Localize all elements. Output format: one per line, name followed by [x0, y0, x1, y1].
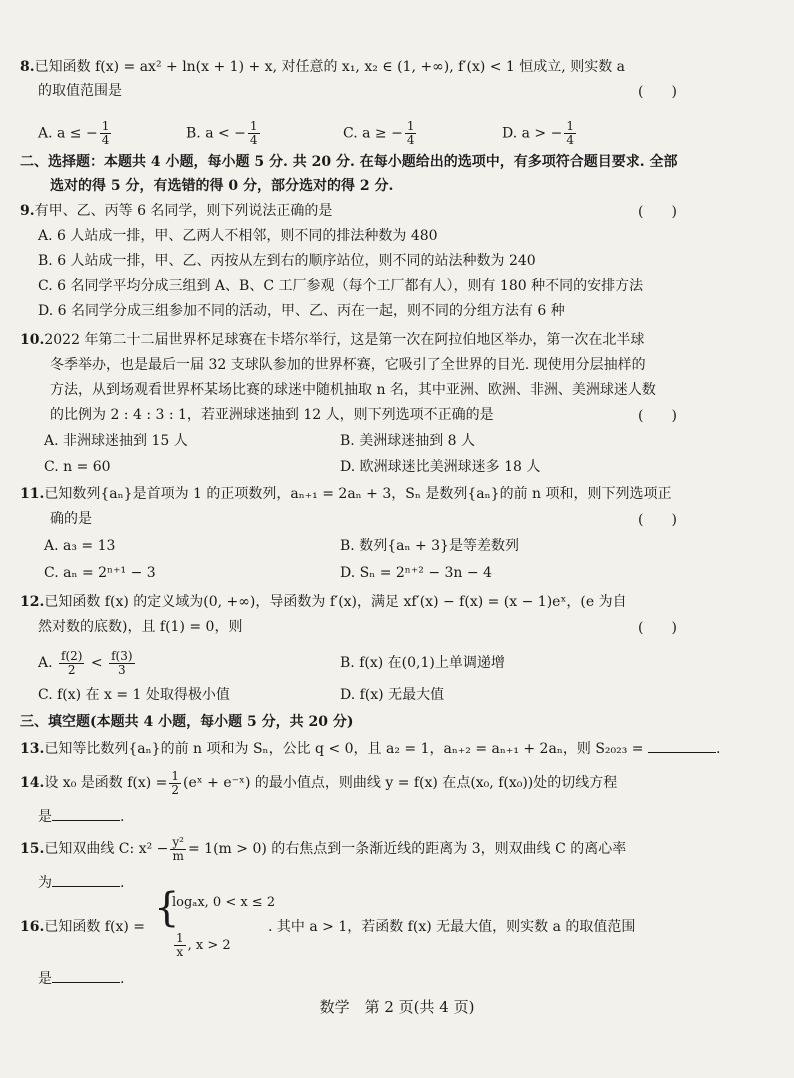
q14-end: . — [120, 809, 125, 825]
q15-answer-blank[interactable] — [52, 872, 120, 887]
q9-stem — [20, 201, 332, 221]
q12-line2: 然对数的底数)，且 f(1) = 0，则 — [38, 619, 243, 635]
q9-option-d[interactable]: D. 6 名同学分成三组参加不同的活动，甲、乙、丙在一起，则不同的分组方法有 6 种 — [38, 303, 565, 319]
q10-stem-1: 2022 年第二十二届世界杯足球赛在卡塔尔举行，这是第一次在阿拉伯地区举办，第一次在北半球 — [44, 332, 645, 348]
q13-end: . — [716, 741, 721, 757]
section2-instructions: 选对的得 5 分，有选错的得 0 分，部分选对的得 2 分. — [50, 178, 394, 194]
q8-option-c-label: C. a ≥ − — [343, 125, 403, 142]
page-footer: 数学 第 2 页(共 4 页) — [319, 998, 475, 1016]
frac-num: f(2) — [61, 648, 83, 663]
q9-option-a[interactable]: A. 6 人站成一排，甲、乙两人不相邻，则不同的排法种数为 480 — [38, 228, 438, 244]
q10-option-c[interactable]: C. n = 60 — [44, 459, 111, 475]
fraction — [564, 120, 576, 147]
q12-option-a[interactable] — [38, 648, 137, 678]
q8-line2: 的取值范围是 — [38, 83, 122, 99]
q8-option-a-label: A. a ≤ − — [38, 125, 98, 142]
q15-line2 — [38, 872, 124, 893]
q11-answer-paren: ( ) — [638, 512, 677, 528]
frac-den: x — [176, 945, 184, 959]
q10-answer-paren: ( ) — [638, 408, 677, 424]
q16-line2-text: 是 — [38, 971, 52, 987]
q10-line1 — [20, 330, 644, 350]
q9-option-c[interactable]: C. 6 名同学平均分成三组到 A、B、C 工厂参观（每个工厂都有人），则有 180 种不同的安排方法 — [38, 278, 644, 294]
frac-num: 1 — [171, 768, 180, 783]
q15-stem-pre: 已知双曲线 C: x² − — [44, 841, 169, 857]
frac-den: 2 — [171, 782, 180, 797]
q16-line2 — [38, 968, 124, 989]
q12-option-b[interactable]: B. f(x) 在(0,1)上单调递增 — [340, 655, 505, 671]
fraction — [169, 770, 181, 797]
frac-num: 1 — [566, 119, 574, 133]
q8-option-a[interactable] — [38, 120, 113, 147]
q16-number: 16. — [20, 919, 45, 935]
q16-case2 — [172, 932, 231, 959]
q12-number: 12. — [20, 594, 45, 610]
fraction — [59, 650, 84, 677]
piecewise-brace: { — [154, 885, 180, 931]
q15-line2-text: 为 — [38, 875, 52, 891]
q10-option-b[interactable]: B. 美洲球迷抽到 8 人 — [340, 433, 475, 449]
q14-line2 — [38, 806, 124, 827]
fraction — [248, 120, 260, 147]
q9-answer-paren: ( ) — [638, 204, 677, 220]
q8-stem: 已知函数 f(x) = ax² + ln(x + 1) + x, 对任意的 x₁, x₂ ∈ (1, +∞), f′(x) < 1 恒成立, 则实数 a — [34, 59, 625, 75]
q16-stem-pre: 已知函数 f(x) = — [44, 919, 145, 935]
q15-line1 — [20, 834, 626, 864]
q16-line1-start — [20, 917, 145, 937]
q14-stem-pre: 设 x₀ 是函数 f(x) = — [44, 775, 168, 791]
q16-end: . — [120, 971, 125, 987]
q10-option-a[interactable]: A. 非洲球迷抽到 15 人 — [44, 433, 188, 449]
fraction — [109, 650, 134, 677]
q15-number: 15. — [20, 841, 45, 857]
q11-option-c[interactable]: C. aₙ = 2ⁿ⁺¹ − 3 — [44, 565, 156, 581]
q16-answer-blank[interactable] — [52, 968, 120, 983]
q11-stem: 已知数列{aₙ}是首项为 1 的正项数列，aₙ₊₁ = 2aₙ + 3，Sₙ 是数列{aₙ}的前 n 项和，则下列选项正 — [44, 486, 672, 502]
q8-option-c[interactable] — [343, 120, 418, 147]
q10-line4: 的比例为 2 : 4 : 3 : 1，若亚洲球迷抽到 12 人，则下列选项不正确的是 — [50, 407, 494, 423]
q8-option-d-label: D. a > − — [502, 125, 563, 142]
q14-stem-post: (eˣ + e⁻ˣ) 的最小值点，则曲线 y = f(x) 在点(x₀, f(x₀))处的切线方程 — [183, 775, 618, 791]
q9-option-b[interactable]: B. 6 人站成一排，甲、乙、丙按从左到右的顺序站位，则不同的站法种数为 240 — [38, 253, 536, 269]
q8-option-b-label: B. a < − — [186, 125, 246, 142]
q14-answer-blank[interactable] — [52, 806, 120, 821]
frac-den: 4 — [566, 133, 574, 147]
q11-line2: 确的是 — [50, 511, 92, 527]
fraction — [405, 120, 417, 147]
section3-heading: 三、填空题(本题共 4 小题，每小题 5 分，共 20 分) — [20, 714, 354, 730]
frac-den: m — [172, 848, 184, 863]
q15-stem-post: = 1(m > 0) 的右焦点到一条渐近线的距离为 3，则双曲线 C 的离心率 — [187, 841, 627, 857]
q8-number: 8. — [20, 59, 35, 75]
q9-stem-text: 有甲、乙、丙等 6 名同学，则下列说法正确的是 — [34, 203, 333, 219]
frac-den: 2 — [67, 662, 76, 677]
q11-number: 11. — [20, 486, 45, 502]
q12-option-c[interactable]: C. f(x) 在 x = 1 处取得极小值 — [38, 687, 230, 703]
q12-option-d[interactable]: D. f(x) 无最大值 — [340, 687, 445, 703]
q11-option-a[interactable]: A. a₃ = 13 — [44, 538, 116, 554]
fraction — [170, 836, 186, 863]
q11-option-d[interactable]: D. Sₙ = 2ⁿ⁺² − 3n − 4 — [340, 565, 492, 581]
frac-den: 4 — [406, 133, 415, 147]
q14-number: 14. — [20, 775, 45, 791]
fraction — [174, 932, 186, 959]
q12-line1 — [20, 592, 627, 612]
relation-symbol: < — [90, 655, 103, 671]
q16-case1: logₐx, 0 < x ≤ 2 — [172, 895, 276, 910]
frac-den: 4 — [101, 133, 110, 147]
frac-den: 3 — [118, 662, 126, 677]
q12-stem: 已知函数 f(x) 的定义域为(0, +∞)，导函数为 f′(x)，满足 xf′(x) − f(x) = (x − 1)eˣ，(e 为自 — [44, 594, 627, 610]
q9-number: 9. — [20, 203, 35, 219]
q10-number: 10. — [20, 332, 45, 348]
q11-option-b[interactable]: B. 数列{aₙ + 3}是等差数列 — [340, 538, 519, 554]
frac-num: 1 — [406, 119, 415, 133]
section2-heading: 二、选择题：本题共 4 小题，每小题 5 分. 共 20 分. 在每小题给出的选项中，有多项符合题目要求. 全部 — [20, 154, 678, 170]
frac-num: f(3) — [111, 648, 133, 663]
q12-option-a-prefix: A. — [38, 655, 53, 671]
frac-num: 1 — [249, 119, 258, 133]
frac-num: 1 — [101, 119, 110, 133]
q8-answer-paren: ( ) — [638, 84, 677, 100]
q15-end: . — [120, 875, 125, 891]
q8-option-d[interactable] — [502, 120, 578, 147]
q14-line2-text: 是 — [38, 809, 52, 825]
q10-line2: 冬季举办，也是最后一届 32 支球队参加的世界杯赛，它吸引了全世界的目光. 现使用分层抽样的 — [50, 357, 646, 373]
frac-den: 4 — [249, 133, 258, 147]
q16-stem-post: . 其中 a > 1，若函数 f(x) 无最大值，则实数 a 的取值范围 — [268, 919, 636, 935]
q12-answer-paren: ( ) — [638, 620, 677, 636]
q16-case2-condition: , x > 2 — [187, 938, 231, 953]
q10-line3: 方法，从到场观看世界杯某场比赛的球迷中随机抽取 n 名，其中亚洲、欧洲、非洲、美洲球迷人数 — [50, 382, 656, 398]
frac-num: y² — [172, 834, 184, 849]
fraction — [100, 120, 112, 147]
q14-line1 — [20, 768, 617, 798]
q13-line — [20, 738, 720, 759]
q8-line1 — [20, 57, 625, 77]
q13-stem: 已知等比数列{aₙ}的前 n 项和为 Sₙ，公比 q < 0，且 a₂ = 1，aₙ₊₂ = aₙ₊₁ + 2aₙ，则 S₂₀₂₃ = — [44, 741, 644, 757]
q10-option-d[interactable]: D. 欧洲球迷比美洲球迷多 18 人 — [340, 459, 541, 475]
q13-number: 13. — [20, 741, 45, 757]
q13-answer-blank[interactable] — [648, 738, 716, 753]
q11-line1 — [20, 484, 672, 504]
q8-option-b[interactable] — [186, 120, 262, 147]
frac-num: 1 — [176, 931, 184, 945]
